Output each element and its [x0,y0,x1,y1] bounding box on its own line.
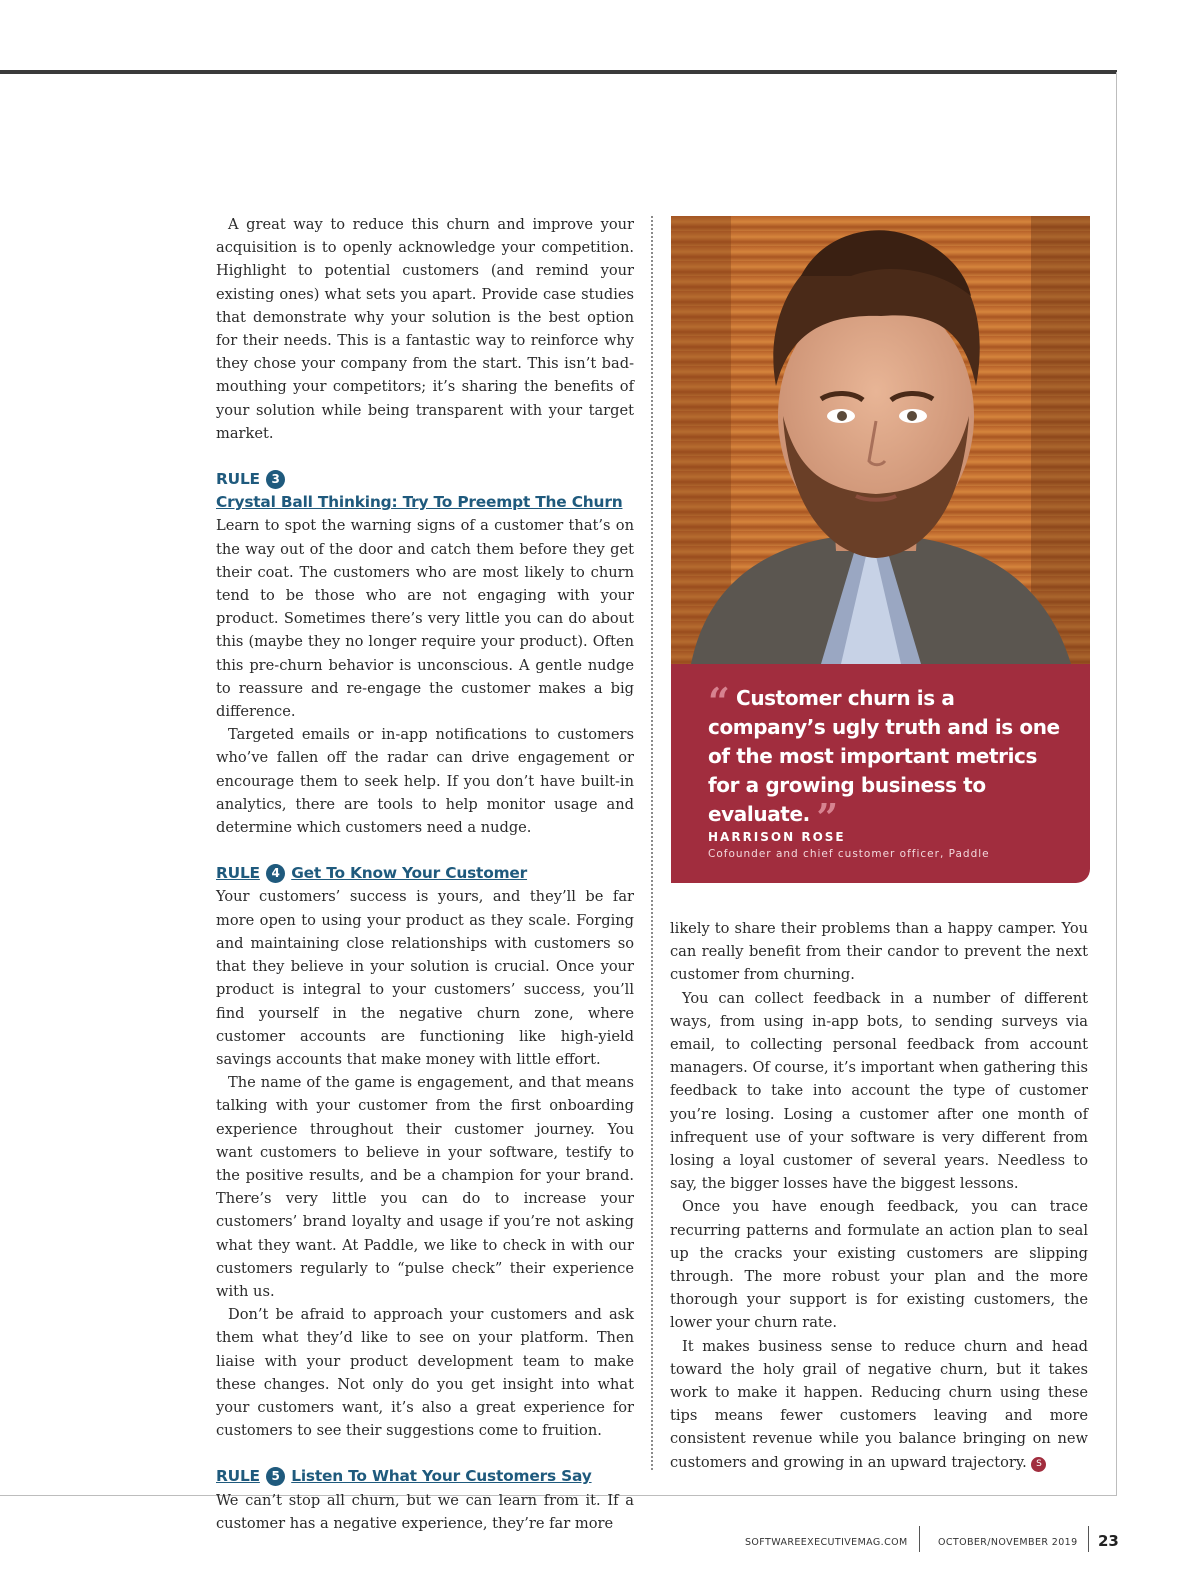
close-quote-mark: ” [816,795,838,840]
right-paragraph-3: Once you have enough feedback, you can trace recurring patterns and formulate an action plan to seal up the cracks your existing customers are slipping through. The more robust your plan and the more thorough your support is for existing customers, the lower your churn rate. [670,1198,1088,1332]
portrait-illustration [671,216,1090,664]
right-paragraph-1: likely to share their problems than a happy camper. You can really benefit from their candor to prevent the next customer from churning. [670,920,1088,984]
quote-attribution-name: HARRISON ROSE [708,830,846,844]
footer-separator [919,1526,920,1552]
rule-4-paragraph-2: The name of the game is engagement, and that means talking with your customer from the first onboarding experience throughout their customer journey. You want customers to believe in your software, testify to the positive results, and be a champion for your brand. There’s very little you can do to increase your customers’ brand loyalty and usage if you’re not asking what they want. At Paddle, we like to check in with our customers regularly to “pulse check” their experience with us. [216,1074,634,1300]
top-rule [0,70,1117,74]
rule-3-paragraph-1: Learn to spot the warning signs of a customer that’s on the way out of the door and catch them before they get their coat. The customers who are most likely to churn tend to be those who are not engaging with your product. Sometimes there’s very little you can do about this (maybe they no longer require your product). Often this pre-churn behavior is unconscious. A gentle nudge to reassure and re-engage the customer makes a big difference. [216,517,634,721]
right-paragraph-4: It makes business sense to reduce churn and head toward the holy grail of negative churn, but it takes work to make it happen. Reducing churn using these tips means fewer customers leaving and more consistent revenue while you balance bringing on new customers and growing in an upward trajectory. S [670,1337,1088,1471]
right-margin-rule [1116,72,1117,1496]
rule-4-number-badge: 4 [266,864,285,883]
left-column [216,213,634,1535]
rule-5-heading: RULE 5 Listen To What Your Customers Say [216,1467,592,1486]
right-paragraph-2: You can collect feedback in a number of different ways, from using in-app bots, to sending surveys via email, to collecting personal feedback from account managers. Of course, it’s important when gathering this feedback to take into account the type of customer you’re losing. Losing a customer after one month of infrequent use of your software is very different from losing a loyal customer of several years. Needless to say, the bigger losses have the biggest lessons. [670,989,1088,1193]
quote-attribution-role: Cofounder and chief customer officer, Paddle [708,848,990,860]
footer-issue-date: OCTOBER/NOVEMBER 2019 [938,1537,1078,1548]
rule-4-paragraph-1: Your customers’ success is yours, and they’ll be far more open to using your product as they scale. Forging and maintaining close relationships with customers so that they believe in your solution is crucial. Once your product is integral to your customers’ success, you’ll find yourself in the negative churn zone, where customer accounts are functioning like high-yield savings accounts that make money with little effort. [216,888,634,1068]
open-quote-mark: “ [708,679,730,724]
rule-4-title: Get To Know Your Customer [291,864,528,883]
rule-3-title: Crystal Ball Thinking: Try To Preempt The Churn [216,493,623,512]
pull-quote-text: Customer churn is a company’s ugly truth and is one of the most important metrics for a growing business to evaluate. [708,686,1060,826]
rule-3-paragraph-2: Targeted emails or in-app notifications to customers who’ve fallen off the radar can drive engagement or encourage them to seek help. If you don’t have built-in analytics, there are tools to help monitor usage and determine which customers need a nudge. [216,726,634,837]
end-mark-icon: S [1031,1457,1046,1472]
rule-3-label: RULE 3 [216,468,634,491]
footer-separator [1088,1526,1089,1552]
column-divider [651,216,653,1470]
portrait-photo [671,216,1090,664]
rule-5-title: Listen To What Your Customers Say [291,1467,592,1486]
rule-4-paragraph-3: Don’t be afraid to approach your customers and ask them what they’d like to see on your platform. Then liaise with your product development team to make these changes. Not only do you get insight into what your customers want, it’s also a great experience for customers to see their suggestions come to fruition. [216,1306,634,1440]
page-number: 23 [1098,1532,1119,1550]
right-column [670,917,1088,1474]
intro-paragraph: A great way to reduce this churn and improve your acquisition is to openly acknowledge your competition. Highlight to potential customers (and remind your existing ones) what sets you apart. Provide case studies that demonstrate why your solution is the best option for their needs. This is a fantastic way to reinforce why they chose your company from the start. This isn’t bad-mouthing your competitors; it’s sharing the benefits of your solution while being transparent with your target market. [216,216,634,442]
rule-3-number-badge: 3 [266,470,285,489]
pull-quote-box [671,664,1090,883]
footer-site: SOFTWAREEXECUTIVEMAG.COM [745,1537,908,1548]
rule-4-heading: RULE 4 Get To Know Your Customer [216,864,528,883]
rule-5-number-badge: 5 [266,1467,285,1486]
rule-5-paragraph-1: We can’t stop all churn, but we can learn from it. If a customer has a negative experience, they’re far more [216,1491,634,1532]
